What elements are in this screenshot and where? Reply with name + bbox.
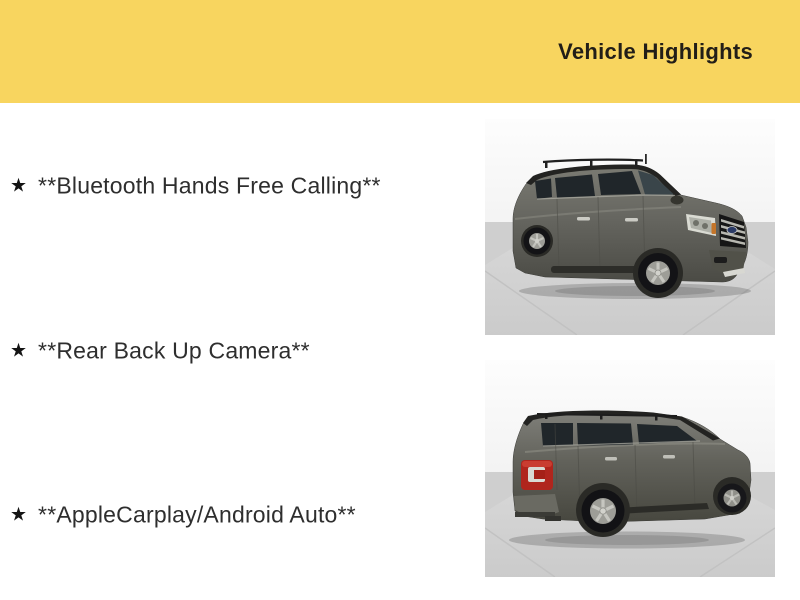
turn-signal <box>712 223 717 234</box>
brand-badge <box>727 227 737 234</box>
star-icon: ★ <box>10 174 28 197</box>
header-band <box>0 0 800 103</box>
feature-item-backup-camera <box>10 338 310 365</box>
door-handle <box>605 457 617 461</box>
rear-wheel <box>524 228 551 255</box>
feature-label: **Bluetooth Hands Free Calling** <box>38 172 381 199</box>
suv-front-illustration <box>485 119 775 335</box>
mid-window <box>577 423 633 446</box>
door-handle <box>625 218 638 222</box>
vehicle-photo-front <box>485 119 775 335</box>
rear-door-window <box>555 175 595 198</box>
taillight <box>521 460 553 490</box>
feature-label: **Rear Back Up Camera** <box>38 337 310 364</box>
vehicle-photo-rear <box>485 360 775 577</box>
side-mirror <box>671 196 684 205</box>
door-handle <box>577 217 590 221</box>
front-wheel <box>718 484 747 513</box>
front-wheel <box>638 253 678 293</box>
page-title: Vehicle Highlights <box>558 38 753 64</box>
feature-label: **AppleCarplay/Android Auto** <box>38 501 356 528</box>
hitch <box>545 516 561 521</box>
running-board <box>551 266 637 273</box>
fog-light <box>714 257 727 263</box>
suv-rear-illustration <box>485 360 775 577</box>
feature-item-carplay <box>10 502 356 529</box>
rear-wheel <box>582 490 625 533</box>
rear-quarter-window <box>541 423 573 447</box>
rear-quarter-window <box>535 179 552 200</box>
antenna <box>645 154 647 164</box>
door-handle <box>663 455 675 459</box>
feature-item-bluetooth <box>10 173 381 200</box>
star-icon: ★ <box>10 503 28 526</box>
star-icon: ★ <box>10 339 28 362</box>
